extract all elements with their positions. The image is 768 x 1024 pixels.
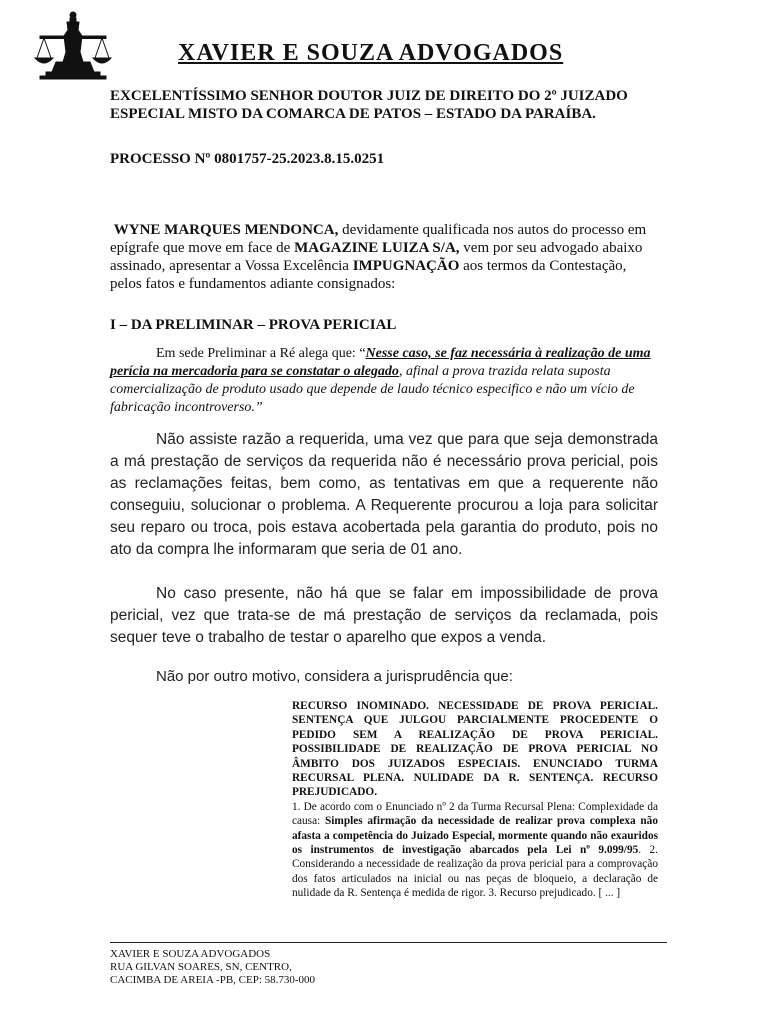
quote-lead: Em sede Preliminar a Ré alega que: “	[156, 346, 366, 361]
section-heading: I – DA PRELIMINAR – PROVA PERICIAL	[110, 317, 397, 333]
quote-rest: , afinal a prova trazida relata suposta comercialização de produto usado que depende de laudo técnico especifico e não um vício de fabricação incontroverso.”	[110, 364, 635, 415]
scales-of-justice-logo	[34, 10, 116, 88]
footer-address-line-1: RUA GILVAN SOARES, SN, CENTRO,	[110, 961, 292, 973]
intro-text-1: devidamente qualificada nos autos do processo em epígrafe que move em face de	[110, 222, 647, 256]
intro-paragraph	[110, 221, 655, 293]
footer-firm-name: XAVIER E SOUZA ADVOGADOS	[110, 948, 271, 960]
quote-emphasis: Nesse caso, se faz necessária à realização de uma perícia na mercadoria para se constatar o alegado	[110, 346, 651, 379]
footer	[110, 948, 315, 987]
paragraph-2: No caso presente, não há que se falar em impossibilidade de prova pericial, vez que trata-se de má prestação de serviços da reclamada, pois sequer teve o trabalho de testar o aparelho que expos a venda.	[110, 585, 658, 646]
addressee: EXCELENTÍSSIMO SENHOR DOUTOR JUIZ DE DIREITO DO 2º JUIZADO ESPECIAL MISTO DA COMARCA DE PATOS – ESTADO DA PARAÍBA.	[110, 88, 628, 122]
paragraph-3: Não por outro motivo, considera a jurisprudência que:	[156, 668, 513, 685]
paragraph-1: Não assiste razão a requerida, uma vez que para que seja demonstrada a má prestação de serviços da requerida não é necessário prova pericial, pois as reclamações feitas, bem como, as tentativas em que a requerente não conseguiu, solucionar o problema. A Requerente procurou a loja para solicitar seu reparo ou troca, pois estava acobertada pela garantia do produto, pois no ato da compra lhe informaram que seria de 01 ano.	[110, 431, 658, 558]
jurisprudence-body-1: 1. De acordo com o Enunciado nº 2 da Turma Recursal Plena: Complexidade da causa:	[292, 800, 658, 828]
intro-text-3: aos termos da Contestação, pelos fatos e fundamentos adiante consignados:	[110, 258, 627, 292]
jurisprudence-heading: RECURSO INOMINADO. NECESSIDADE DE PROVA PERICIAL. SENTENÇA QUE JULGOU PARCIALMENTE PROCEDENTE O PEDIDO SEM A REALIZAÇÃO DE PROVA PERICIAL. POSSIBILIDADE DE REALIZAÇÃO DE PROVA PERICIAL NO ÂMBITO DOS JUIZADOS ESPECIAIS. ENUNCIADO TURMA RECURSAL PLENA. NULIDADE DA R. SENTENÇA. RECURSO PREJUDICADO.	[292, 700, 658, 799]
plaintiff-name: WYNE MARQUES MENDONCA,	[113, 222, 339, 238]
quote-paragraph	[110, 345, 658, 417]
footer-address-line-2: CACIMBA DE AREIA -PB, CEP: 58.730-000	[110, 974, 316, 986]
jurisprudence-body-bold: Simples afirmação da necessidade de realizar prova complexa não afasta a competência do Juizado Especial, mormente quando não exauridos os instrumentos de investigação abarcados pela Lei nº 9.099/95	[292, 815, 658, 857]
footer-divider	[110, 942, 667, 943]
jurisprudence-quote	[292, 699, 658, 901]
process-number: PROCESSO Nº 0801757-25.2023.8.15.0251	[110, 151, 385, 167]
intro-text-2: vem por seu advogado abaixo assinado, apresentar a Vossa Excelência	[110, 240, 643, 274]
defendant-name: MAGAZINE LUIZA S/A,	[294, 240, 460, 256]
document-type: IMPUGNAÇÃO	[352, 258, 460, 274]
jurisprudence-body	[292, 800, 658, 901]
jurisprudence-body-2: . 2. Considerando a necessidade de realização da prova pericial para a comprovação dos fatos articulados na inicial ou nas peças de bloqueio, a declaração de nulidade da R. Sentença é medida de rigor. 3. Recurso prejudicado. [ ... ]	[292, 844, 658, 900]
firm-title: XAVIER E SOUZA ADVOGADOS	[178, 40, 564, 66]
